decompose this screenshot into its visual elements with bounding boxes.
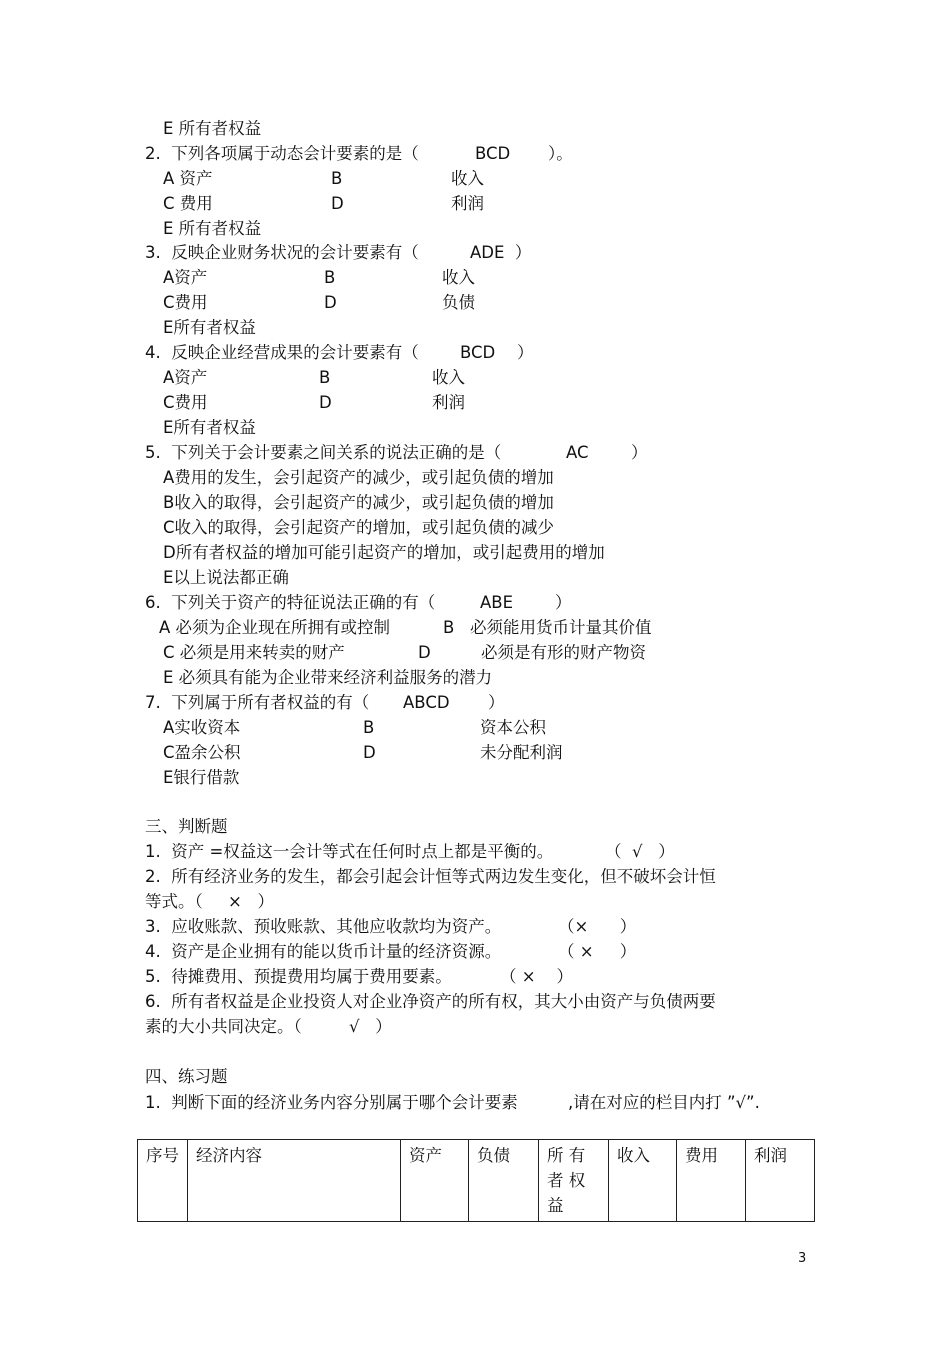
text-line: E所有者权益 bbox=[163, 418, 256, 437]
answer-text: BCD bbox=[460, 343, 496, 362]
answer-text: ） bbox=[631, 443, 648, 462]
text-line: B bbox=[363, 718, 375, 737]
text-line: A 资产 bbox=[163, 169, 213, 188]
header-liabilities: 负债 bbox=[469, 1140, 539, 1222]
answer-text: √ ） bbox=[349, 1017, 392, 1036]
text-line: B bbox=[324, 268, 336, 287]
answer-text: ADE ） bbox=[470, 243, 532, 262]
text-line: B bbox=[319, 368, 331, 387]
answer-text: ） bbox=[555, 593, 572, 612]
text-line: D bbox=[324, 293, 337, 312]
answer-text: × ） bbox=[228, 892, 275, 911]
text-line: 6. 下列关于资产的特征说法正确的有（ bbox=[145, 593, 436, 612]
text-line: E所有者权益 bbox=[163, 318, 256, 337]
text-line: ,请在对应的栏目内打 ”√”. bbox=[568, 1093, 760, 1112]
text-line: E 必须具有能为企业带来经济利益服务的潜力 bbox=[163, 668, 493, 687]
text-line: D bbox=[331, 194, 344, 213]
header-revenue: 收入 bbox=[609, 1140, 677, 1222]
text-line: B 必须能用货币计量其价值 bbox=[443, 618, 652, 637]
answer-text: ABE bbox=[480, 593, 514, 612]
text-line: 3. 反映企业财务状况的会计要素有（ bbox=[145, 243, 419, 262]
text-line: E 所有者权益 bbox=[163, 119, 262, 138]
answer-text: （ √ ） bbox=[605, 842, 675, 861]
text-line: 利润 bbox=[451, 194, 484, 213]
header-profit: 利润 bbox=[746, 1140, 815, 1222]
header-seq: 序号 bbox=[138, 1140, 188, 1222]
text-line: 四、练习题 bbox=[145, 1067, 228, 1086]
text-line: E银行借款 bbox=[163, 768, 240, 787]
text-line: E 所有者权益 bbox=[163, 219, 262, 238]
text-line: A资产 bbox=[163, 368, 208, 387]
header-equity: 所 有者 权益 bbox=[539, 1140, 609, 1222]
text-line: A 必须为企业现在所拥有或控制 bbox=[159, 618, 391, 637]
answer-text: （ × ） bbox=[558, 942, 637, 961]
text-line: B收入的取得，会引起资产的减少，或引起负债的增加 bbox=[163, 493, 554, 512]
header-expenses: 费用 bbox=[677, 1140, 746, 1222]
answer-text: ）。 bbox=[548, 144, 573, 163]
text-line: 资本公积 bbox=[480, 718, 546, 737]
text-line: 三、判断题 bbox=[145, 817, 228, 836]
text-line: 利润 bbox=[432, 393, 465, 412]
header-content: 经济内容 bbox=[188, 1140, 401, 1222]
answer-text: （ × ） bbox=[500, 967, 574, 986]
text-line: 6. 所有者权益是企业投资人对企业净资产的所有权，其大小由资产与负债两要 bbox=[145, 992, 716, 1011]
text-line: C费用 bbox=[163, 293, 208, 312]
table-header-row bbox=[138, 1140, 815, 1222]
text-line: 4. 资产是企业拥有的能以货币计量的经济资源。 bbox=[145, 942, 502, 961]
text-line: 等式。（ bbox=[145, 892, 203, 911]
text-line: 素的大小共同决定。（ bbox=[145, 1017, 302, 1036]
text-line: A费用的发生，会引起资产的减少，或引起负债的增加 bbox=[163, 468, 554, 487]
answer-text: ） bbox=[488, 693, 505, 712]
answer-text: BCD bbox=[475, 144, 511, 163]
text-line: C收入的取得，会引起资产的增加，或引起负债的减少 bbox=[163, 518, 555, 537]
text-line: C 费用 bbox=[163, 194, 213, 213]
answer-text: （× ） bbox=[558, 917, 637, 936]
text-line: B bbox=[331, 169, 343, 188]
text-line: 收入 bbox=[432, 368, 465, 387]
answer-text: ABCD bbox=[403, 693, 450, 712]
text-line: 2. 所有经济业务的发生，都会引起会计恒等式两边发生变化，但不破坏会计恒 bbox=[145, 867, 716, 886]
practice-table bbox=[137, 1139, 815, 1222]
text-line: 负债 bbox=[442, 293, 475, 312]
text-line: 3. 应收账款、预收账款、其他应收款均为资产。 bbox=[145, 917, 502, 936]
text-line: 未分配利润 bbox=[480, 743, 563, 762]
text-line: D bbox=[363, 743, 376, 762]
text-line: 必须是有形的财产物资 bbox=[481, 643, 646, 662]
text-line: A资产 bbox=[163, 268, 208, 287]
text-line: 收入 bbox=[451, 169, 484, 188]
page-number: 3 bbox=[798, 1251, 807, 1266]
text-line: E以上说法都正确 bbox=[163, 568, 289, 587]
text-line: D bbox=[319, 393, 332, 412]
text-line: D bbox=[418, 643, 431, 662]
text-line: 1. 判断下面的经济业务内容分别属于哪个会计要素 bbox=[145, 1093, 518, 1112]
answer-text: AC bbox=[566, 443, 589, 462]
header-assets: 资产 bbox=[401, 1140, 469, 1222]
text-line: 2. 下列各项属于动态会计要素的是（ bbox=[145, 144, 419, 163]
text-line: 4. 反映企业经营成果的会计要素有（ bbox=[145, 343, 419, 362]
text-line: 收入 bbox=[442, 268, 475, 287]
answer-text: ） bbox=[517, 343, 534, 362]
text-line: C 必须是用来转卖的财产 bbox=[163, 643, 345, 662]
text-line: 5. 下列关于会计要素之间关系的说法正确的是（ bbox=[145, 443, 502, 462]
text-line: D所有者权益的增加可能引起资产的增加，或引起费用的增加 bbox=[163, 543, 605, 562]
text-line: 5. 待摊费用、预提费用均属于费用要素。 bbox=[145, 967, 452, 986]
text-line: A实收资本 bbox=[163, 718, 241, 737]
text-line: C费用 bbox=[163, 393, 208, 412]
text-line: 1. 资产 =权益这一会计等式在任何时点上都是平衡的。 bbox=[145, 842, 554, 861]
text-line: C盈余公积 bbox=[163, 743, 241, 762]
text-line: 7. 下列属于所有者权益的有（ bbox=[145, 693, 370, 712]
